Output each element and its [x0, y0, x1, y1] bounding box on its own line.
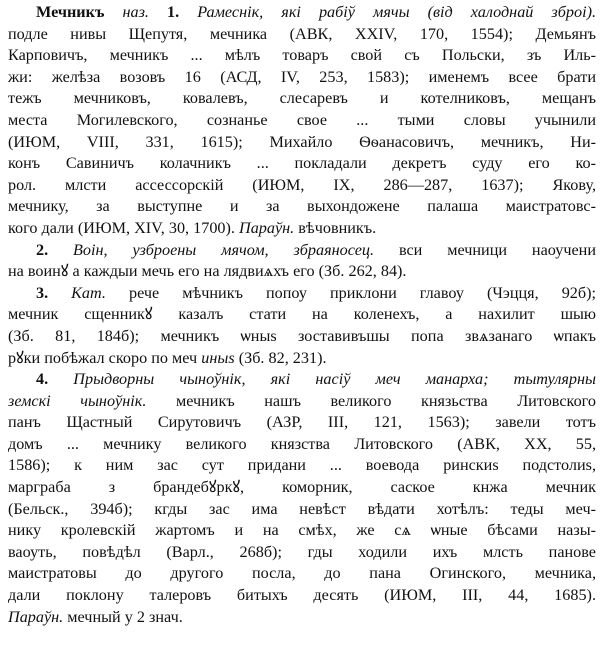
sense-1-line: мечнику, за выступне и за выхондожене палаша маистратовс-	[8, 197, 596, 216]
sense-3-line	[8, 348, 596, 370]
sense-3-text: казалъ стати на коленехъ, а нахилит шыю	[178, 305, 596, 324]
sense-4-line: домъ ... мечнику великого князства Литовского (АВК, XX, 55,	[8, 434, 596, 453]
sense-3-text: (Зб. 82, 231).	[238, 348, 327, 367]
sense-3-text: иныѕ	[201, 348, 235, 367]
sense-3-text: рꙋки побѣжал скоро по меч	[8, 348, 198, 367]
sense-4-line: марграба з брандебꙋркꙋ, коморник, саское кнжа мечник	[8, 478, 596, 497]
sense-1-line: подле нивы Щепутя, мечника (АВК, XXIV, 170, 1554); Демьянъ	[8, 24, 596, 43]
sense-1-line: конъ Савиничъ колачникъ ... покладали декретъ суду его ко-	[8, 154, 596, 173]
sense-4-line	[8, 391, 596, 413]
sense-3-line	[8, 304, 596, 326]
sense-3-number: 3.	[36, 283, 49, 302]
sense-3-text: сщенникꙋ	[84, 305, 153, 324]
sense-4-line: панъ Щастный Сирутовичъ (АЗР, III, 121, 1563); завели тотъ	[8, 413, 596, 432]
sense-4-line: ваоуть, повѣдѣл (Варл., 268б); гды ходили ихъ млсть панове	[8, 542, 596, 561]
entry-heading-line	[8, 2, 596, 24]
paraun-value: мечный у 2 знач.	[67, 607, 183, 626]
sense-4-definition: Прыдворны чыноўнік, які насіў меч манарха; тытулярны	[73, 370, 596, 389]
sense-3-line: (Зб. 81, 184б); мечникъ ѡныѕ зоставивъшы попа звѧзанаго ѡпакъ	[8, 326, 596, 345]
sense-1-line: тежъ мечниковъ, ковалевъ, слесаревъ и котелниковъ, мещанъ	[8, 89, 596, 108]
sense-1-definition: Рамеснік, які рабіў мячы (від халоднай зброі).	[197, 3, 596, 21]
sense-2-definition: Воін, узброены мячом, збраяносец.	[73, 240, 375, 259]
sense-4-paraun-line	[8, 607, 596, 629]
sense-1-line: рол. млсти ассессорскій (ИЮМ, IX, 286—287, 1637); Якову,	[8, 175, 596, 194]
part-of-speech: наз.	[122, 3, 149, 21]
sense-1-number: 1.	[167, 3, 180, 21]
sense-1-line: (ИЮМ, VIII, 331, 1615); Михайло Ѳѳанасовичъ, мечникъ, Ни-	[8, 132, 596, 151]
sense-4-text: мечникъ нашъ великого князьства Литовского	[175, 391, 596, 410]
sense-2-heading-line	[8, 240, 596, 262]
paraun-value: вѣчовникъ.	[298, 218, 377, 237]
sense-4-line: (Бельск., 394б); кгды зас има невѣст вѣдати хотѣлъ: теды меч-	[8, 499, 596, 518]
sense-4-line: дали поклону талеровъ битыхъ десять (ИЮМ, III, 44, 1685).	[8, 586, 596, 605]
sense-4-line: нику кролевскій жартомъ и на смѣх, же сѧ ѡные бѣсами назы-	[8, 521, 596, 540]
sense-3-label: Кат.	[71, 283, 106, 302]
sense-4-heading-line	[8, 369, 596, 391]
sense-4-line: маистратовы до другого посла, до пана Огинского, мечника,	[8, 564, 596, 583]
sense-3-text: мечник	[8, 305, 59, 324]
paraun-label: Параўн.	[8, 607, 64, 626]
sense-3-text: рече мѣчникъ попоу приклони главоу (Чэцця, 92б);	[128, 283, 596, 302]
sense-4-definition: земскі чыноўнік.	[8, 391, 147, 410]
sense-4-line: 1586); к ним зас сут придани ... воевода ринскиѕ подстолиѕ,	[8, 456, 596, 475]
sense-1-line: кого дали (ИЮМ, XIV, 30, 1700).	[8, 218, 235, 237]
sense-2-line: на воинꙋ а каждыи мечь его на лядвиѧхъ его (Зб. 262, 84).	[8, 262, 407, 281]
sense-1-last-line	[8, 218, 596, 240]
sense-1-line: жи: желѣза возовъ 16 (АСД, IV, 253, 1583); именемъ всее брати	[8, 67, 596, 86]
sense-1-line: Карповичъ, мечникъ ... мѣлъ товаръ свой съ Польски, зъ Иль-	[8, 46, 596, 65]
sense-1-line: места Могилевского, сознанье свое ... тыми словы учынили	[8, 110, 596, 129]
sense-2-text: вси мечници наоучени	[398, 240, 596, 259]
headword: Мечникъ	[36, 3, 105, 21]
paraun-label: Параўн.	[239, 218, 295, 237]
sense-3-heading-line	[8, 283, 596, 305]
sense-2-number: 2.	[36, 240, 49, 259]
sense-4-number: 4.	[36, 370, 49, 389]
